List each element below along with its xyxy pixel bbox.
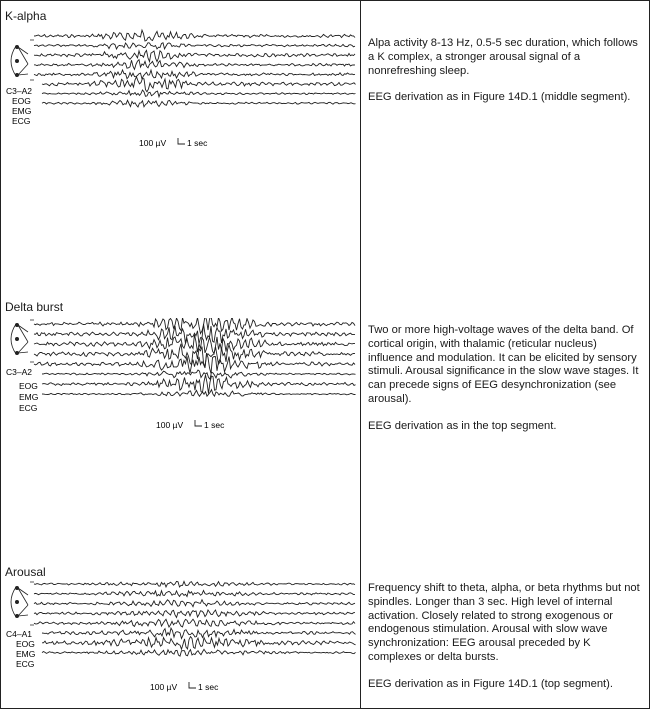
eeg-trace <box>34 353 355 374</box>
scale-time-label: 1 sec <box>187 138 208 148</box>
channel-label-eog: EOG <box>19 381 38 391</box>
eeg-trace <box>42 637 356 650</box>
channel-label-c3a2: C3–A2 <box>6 367 32 377</box>
channel-label-emg: EMG <box>16 649 36 659</box>
eeg-trace-panel <box>4 579 358 707</box>
derivation-note: EEG derivation as in Figure 14D.1 (top segment). <box>368 677 613 690</box>
electrode-diagram <box>11 40 34 80</box>
channel-label-ecg: ECG <box>12 116 31 126</box>
section-description <box>368 324 644 447</box>
eeg-trace <box>34 335 355 354</box>
section-delta-burst <box>0 285 650 565</box>
derivation-note: EEG derivation as in the top segment. <box>368 419 557 432</box>
eeg-trace <box>34 619 355 627</box>
scale-bar <box>195 420 202 426</box>
channel-label-c3a2: C3–A2 <box>6 86 32 96</box>
channel-label-ecg: ECG <box>19 403 38 413</box>
channel-label-emg: EMG <box>12 106 32 116</box>
channel-label-eog: EOG <box>12 96 31 106</box>
eeg-trace <box>42 100 356 107</box>
section-description <box>368 37 644 118</box>
eeg-trace <box>34 581 355 587</box>
scale-voltage-label: 100 µV <box>150 682 178 692</box>
scale-bar <box>189 682 196 688</box>
scale-time-label: 1 sec <box>204 420 225 430</box>
channel-label-emg: EMG <box>19 392 39 402</box>
eeg-trace <box>42 375 356 394</box>
electrode-diagram <box>11 582 34 625</box>
scale-voltage-label: 100 µV <box>156 420 184 430</box>
derivation-note: EEG derivation as in Figure 14D.1 (middle segment). <box>368 91 631 104</box>
eeg-trace <box>34 30 355 41</box>
description-text: Two or more high-voltage waves of the delta band. Of cortical origin, with thalamic (reticular nucleus) influence and modulation. It can be elicited by sensory stimuli. Arousal significance in the slow wave stages. It can precede signs of EEG desynchronization (see arousal). <box>368 324 639 405</box>
eeg-trace <box>34 591 355 597</box>
section-arousal <box>0 565 650 709</box>
eeg-trace <box>34 610 355 618</box>
scale-bar <box>178 138 185 144</box>
section-title: Arousal <box>5 565 46 579</box>
eeg-trace <box>42 90 356 97</box>
eeg-trace <box>42 628 356 638</box>
eeg-trace-panel <box>4 318 358 430</box>
section-description <box>368 582 644 705</box>
scale-time-label: 1 sec <box>198 682 219 692</box>
eeg-trace <box>34 318 355 334</box>
eeg-trace <box>34 600 355 607</box>
eeg-trace-panel <box>4 28 358 154</box>
scale-voltage-label: 100 µV <box>139 138 167 148</box>
channel-label-eog: EOG <box>16 639 35 649</box>
eeg-trace <box>42 370 356 379</box>
eeg-trace <box>34 50 355 61</box>
section-title: Delta burst <box>5 300 64 314</box>
electrode-diagram <box>11 320 34 362</box>
eeg-trace <box>34 70 355 79</box>
eeg-trace <box>34 60 355 70</box>
description-text: Alpa activity 8-13 Hz, 0.5-5 sec duration, which follows a K complex, a stronger arousal signal of a nonrefreshing sleep. <box>368 37 638 77</box>
eeg-trace <box>34 43 355 49</box>
eeg-trace <box>42 649 356 656</box>
section-k-alpha <box>0 0 650 285</box>
eeg-trace <box>42 390 356 397</box>
description-text: Frequency shift to theta, alpha, or beta rhythms but not spindles. Longer than 3 sec. High level of internal activation. Closely related to strong exogenous or endogenous stimulation. Arousal with slow wave synchronization: EEG arousal preceded by K complexes or delta bursts. <box>368 582 640 663</box>
channel-label-ecg: ECG <box>16 659 35 669</box>
section-title: K-alpha <box>5 9 47 23</box>
channel-label-c4a1: C4–A1 <box>6 629 32 639</box>
eeg-trace <box>42 77 356 92</box>
